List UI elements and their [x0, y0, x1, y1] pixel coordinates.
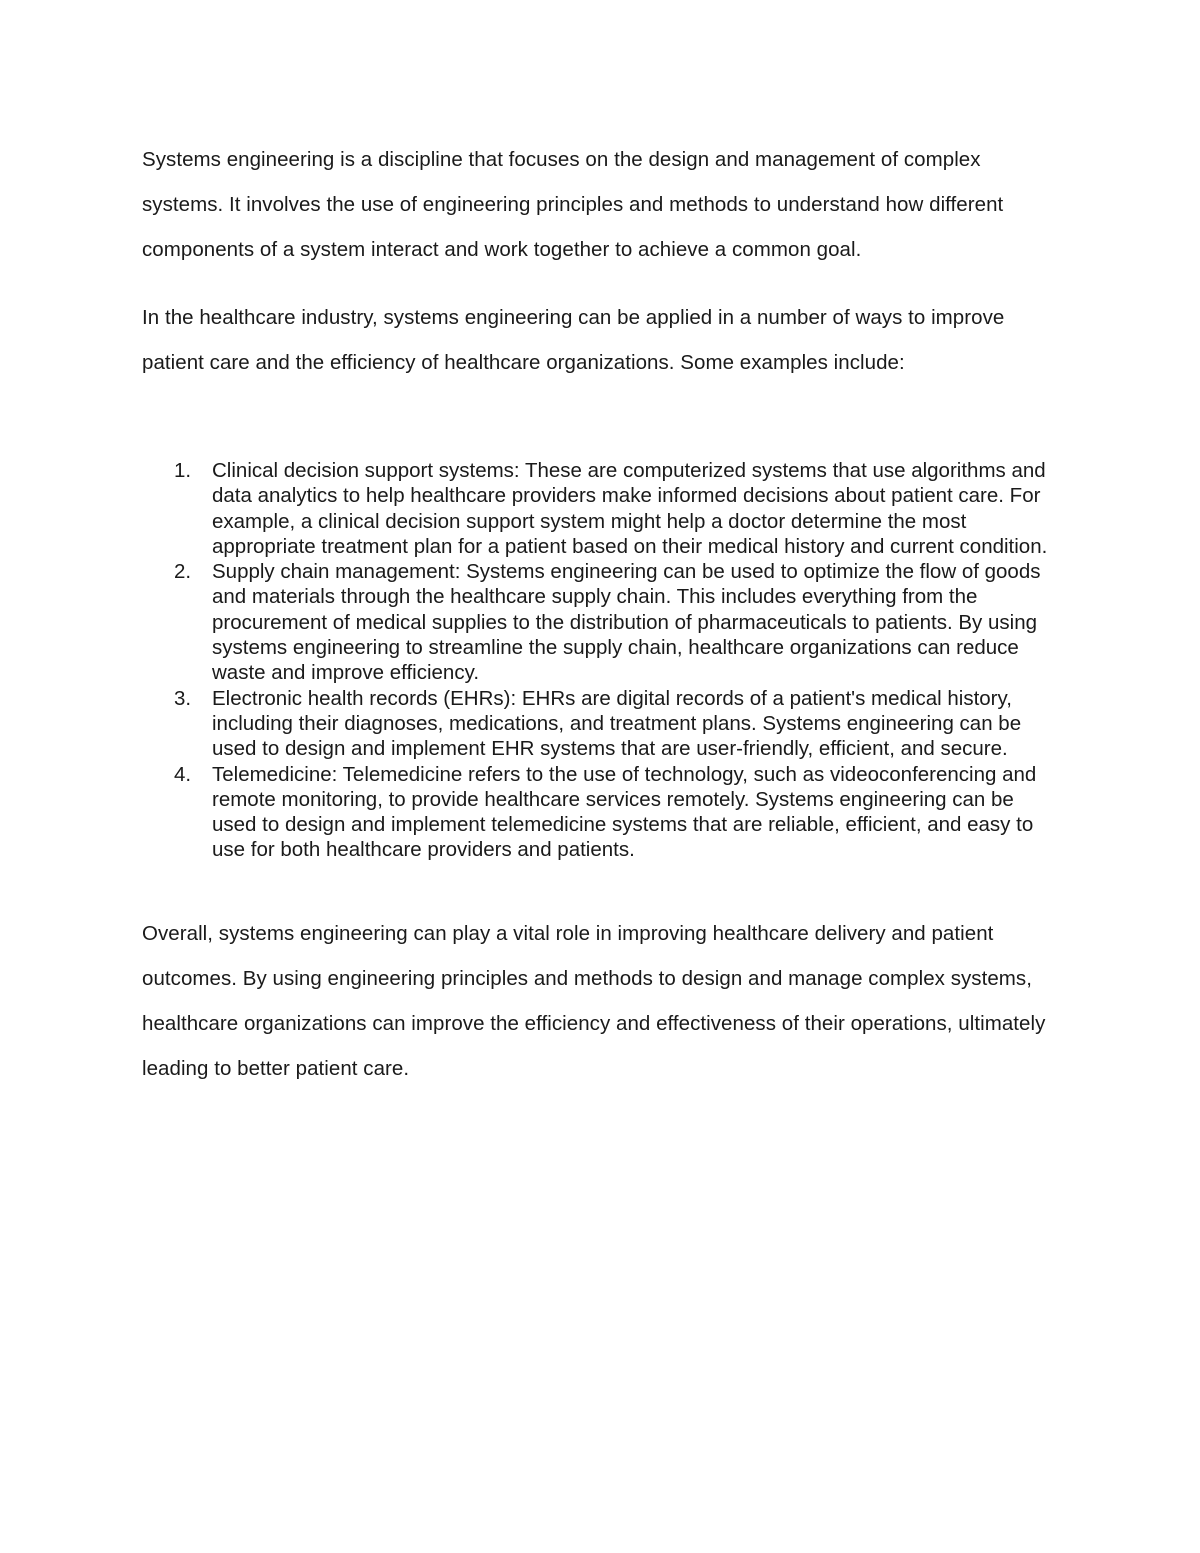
conclusion-paragraph: Overall, systems engineering can play a vital role in improving healthcare delivery and patient outcomes. By using engineering principles and methods to design and manage complex systems, healthcare organizations can improve the efficiency and effectiveness of their operations, ultimately leading to better patient care. [142, 921, 1046, 1080]
list-item [142, 559, 1062, 685]
list-item-text: Supply chain management: Systems engineering can be used to optimize the flow of goods and materials through the healthcare supply chain. This includes everything from the procurement of medical supplies to the distribution of pharmaceuticals to patients. By using systems engineering to streamline the supply chain, healthcare organizations can reduce waste and improve efficiency. [212, 560, 1041, 685]
intro-paragraph: Systems engineering is a discipline that focuses on the design and management of complex systems. It involves the use of engineering principles and methods to understand how different components of a system interact and work together to achieve a common goal. [142, 148, 1004, 261]
list-item-number: 2. [174, 560, 192, 584]
list-item-text: Telemedicine: Telemedicine refers to the use of technology, such as videoconferencing and remote monitoring, to provide healthcare services remotely. Systems engineering can be used to design and implement telemedicine systems that are reliable, efficient, and easy to use for both healthcare providers and patients. [212, 762, 1037, 862]
list-item [142, 686, 1062, 762]
list-item [142, 458, 1062, 559]
context-paragraph: In the healthcare industry, systems engineering can be applied in a number of ways to improve patient care and the efficiency of healthcare organizations. Some examples include: [142, 306, 1005, 374]
list-item-text: Electronic health records (EHRs): EHRs are digital records of a patient's medical history, including their diagnoses, medications, and treatment plans. Systems engineering can be used to design and implement EHR systems that are user-friendly, efficient, and secure. [212, 686, 1022, 761]
list-item-number: 1. [174, 459, 192, 482]
document-body [142, 137, 1062, 1091]
list-item-number: 4. [174, 762, 192, 786]
list-item [142, 762, 1062, 863]
list-item-number: 3. [174, 686, 192, 710]
list-item-text: Clinical decision support systems: These are computerized systems that use algorithms and data analytics to help healthcare providers make informed decisions about patient care. For example, a clinical decision support system might help a doctor determine the most appropriate treatment plan for a patient based on their medical history and current condition. [212, 459, 1048, 558]
examples-list [142, 458, 1062, 863]
